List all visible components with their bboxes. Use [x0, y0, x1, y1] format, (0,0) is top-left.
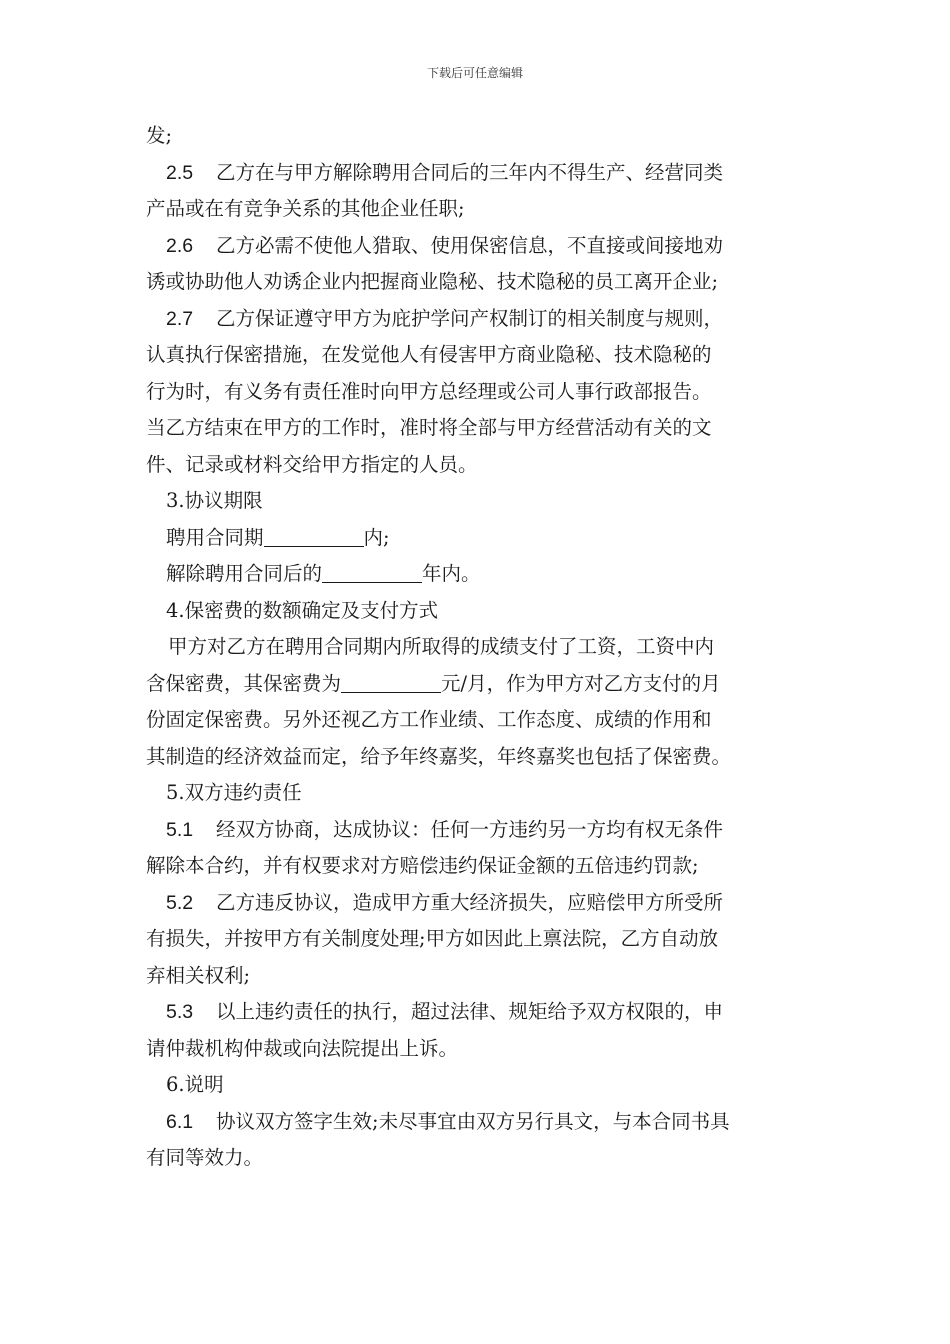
- text-run: 经双方协商，达成协议：任何一方违约另一方均有权无条件: [216, 817, 724, 841]
- section-heading-5: [146, 775, 808, 812]
- text-run: 乙方在与甲方解除聘用合同后的三年内不得生产、经营同类: [216, 160, 724, 184]
- text-run: 聘用合同期: [166, 525, 264, 549]
- clause-number: 2.6: [166, 234, 194, 257]
- text-run: 元/月，作为甲方对乙方支付的月: [441, 671, 721, 695]
- text-run: 有同等效力。: [146, 1146, 264, 1169]
- term-line-contract: [146, 520, 808, 557]
- paragraph-line: [146, 264, 808, 301]
- clause-2-6: [146, 228, 808, 265]
- clause-number: 2.5: [166, 161, 194, 184]
- fee-line: [146, 666, 808, 703]
- text-run: 份固定保密费。另外还视乙方工作业绩、工作态度、成绩的作用和: [146, 708, 712, 731]
- text-run: 件、记录或材料交给甲方指定的人员。: [146, 452, 478, 476]
- document-body: [146, 118, 808, 1177]
- text-run: 以上违约责任的执行，超过法律、规矩给予双方权限的，申: [216, 1000, 724, 1023]
- paragraph-line: [146, 191, 808, 228]
- text-run: 当乙方结束在甲方的工作时，准时将全部与甲方经营活动有关的文: [146, 416, 712, 439]
- text-run: 乙方违反协议，造成甲方重大经济损失，应赔偿甲方所受所: [216, 890, 724, 914]
- text-run: 甲方对乙方在聘用合同期内所取得的成绩支付了工资，工资中内: [168, 635, 715, 658]
- text-run: 认真执行保密措施，在发觉他人有侵害甲方商业隐秘、技术隐秘的: [146, 343, 712, 366]
- text-run: 解除聘用合同后的: [166, 562, 323, 585]
- text-run: 内;: [363, 525, 390, 549]
- paragraph-line: [146, 739, 808, 776]
- page-header: 下载后可任意编辑: [426, 66, 523, 80]
- term-line-after: [146, 556, 808, 593]
- section-heading-6: [146, 1067, 808, 1104]
- text-run: 产品或在有竞争关系的其他企业任职;: [146, 197, 465, 220]
- paragraph-line: [146, 337, 808, 374]
- paragraph-line: [146, 921, 808, 958]
- clause-2-5: [146, 155, 808, 192]
- text-run: 行为时，有义务有责任准时向甲方总经理或公司人事行政部报告。: [146, 379, 712, 403]
- fill-in-blank: [264, 524, 364, 547]
- text-run: 发;: [146, 124, 173, 147]
- section-heading-4: [146, 593, 808, 630]
- text-run: 诱或协助他人劝诱企业内把握商业隐秘、技术隐秘的员工离开企业;: [146, 270, 719, 293]
- section-heading-3: [146, 483, 808, 520]
- text-run: 含保密费，其保密费为: [146, 671, 342, 695]
- text-run: 请仲裁机构仲裁或向法院提出上诉。: [146, 1036, 459, 1060]
- clause-6-1: [146, 1104, 808, 1141]
- text-run: 乙方必需不使他人猎取、使用保密信息，不直接或间接地劝: [216, 233, 724, 257]
- text-run: 有损失，并按甲方有关制度处理;甲方如因此上禀法院，乙方自动放: [146, 927, 719, 950]
- text-run: 协议双方签字生效;未尽事宜由双方另行具文，与本合同书具: [216, 1109, 730, 1133]
- clause-number: 2.7: [166, 307, 194, 330]
- paragraph-line: [146, 848, 808, 885]
- clause-2-7: [146, 301, 808, 338]
- section-title: 5.双方违约责任: [166, 781, 302, 804]
- clause-number: 5.2: [166, 891, 194, 914]
- fill-in-blank: [341, 670, 441, 693]
- paragraph-line: [146, 374, 808, 411]
- clause-5-3: [146, 994, 808, 1031]
- paragraph-line: [146, 410, 808, 447]
- text-run: 乙方保证遵守甲方为庇护学问产权制订的相关制度与规则，: [216, 306, 724, 330]
- paragraph-line: [146, 629, 808, 666]
- fill-in-blank: [322, 560, 422, 583]
- paragraph-line: [146, 447, 808, 484]
- text-run: 年内。: [422, 562, 481, 585]
- section-title: 6.说明: [166, 1073, 224, 1096]
- clause-number: 6.1: [166, 1110, 194, 1133]
- paragraph-line: [146, 1031, 808, 1068]
- text-run: 其制造的经济效益而定，给予年终嘉奖，年终嘉奖也包括了保密费。: [146, 744, 732, 768]
- text-run: 解除本合约，并有权要求对方赔偿违约保证金额的五倍违约罚款;: [146, 854, 699, 877]
- paragraph-line: [146, 118, 808, 155]
- clause-5-1: [146, 812, 808, 849]
- clause-number: 5.3: [166, 1001, 194, 1023]
- section-title: 3.协议期限: [166, 489, 263, 512]
- clause-number: 5.1: [166, 818, 194, 841]
- paragraph-line: [146, 702, 808, 739]
- clause-5-2: [146, 885, 808, 922]
- paragraph-line: [146, 1140, 808, 1177]
- paragraph-line: [146, 958, 808, 995]
- text-run: 弃相关权利;: [146, 963, 251, 987]
- section-title: 4.保密费的数额确定及支付方式: [166, 598, 439, 622]
